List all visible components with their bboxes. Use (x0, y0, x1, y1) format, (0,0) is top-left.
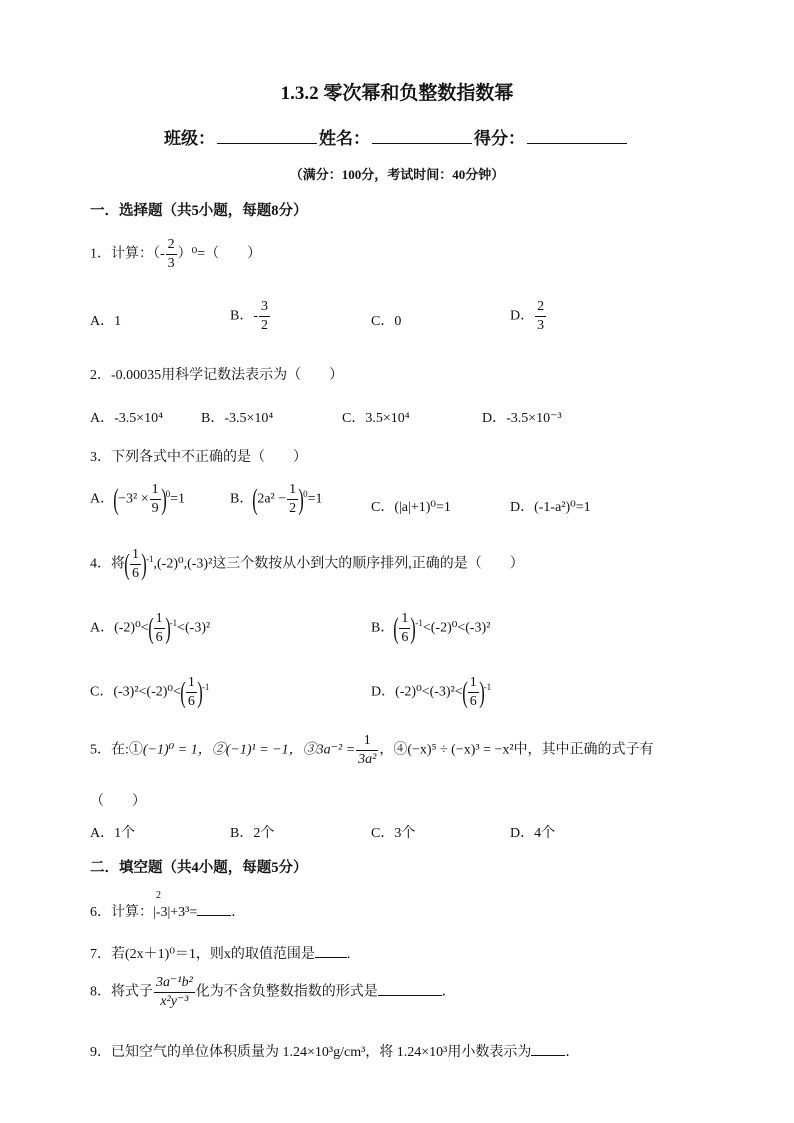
q2-option-d[interactable]: D．-3.5×10⁻³ (482, 411, 562, 426)
q2-option-a[interactable]: A．-3.5×10⁴ (90, 411, 164, 426)
q6-answer-blank[interactable] (197, 903, 231, 916)
class-label: 班级： (164, 129, 215, 148)
exam-note: （满分：100分，考试时间：40分钟） (289, 167, 505, 182)
question-7: 7．若(2x＋1)⁰＝1，则x的取值范围是 . (90, 947, 351, 962)
question-2: 2．-0.00035用科学记数法表示为（ ） (90, 368, 344, 383)
question-5: 5．在:①(−1)⁰ = 1，②(−1)¹ = −1，③3a⁻² = $\frac{1}{\text{3a²}}$ ，④(−x)⁵ ÷ (−x)³ = −x²中，其中正确的式子有 (90, 733, 654, 767)
q3-option-a[interactable]: A．(−3² × $\frac{1}{9}$ )$^0$=1 (90, 482, 186, 516)
question-1 (90, 238, 261, 271)
page-title: 1.3.2 零次幂和负整数指数幂 (280, 83, 514, 104)
question-9: 9．已知空气的单位体积质量为 1.24×10³g/cm³，将 1.24×10³用小数表示为 ． (90, 1045, 580, 1060)
q1-stem-end: ）⁰=（ ） (177, 246, 262, 262)
q3-option-d[interactable]: D．(-1-a²)⁰=1 (510, 500, 591, 515)
q1-option-c[interactable]: C．0 (371, 314, 402, 329)
student-info (164, 124, 629, 149)
class-blank[interactable] (217, 129, 317, 144)
q2-option-c[interactable]: C．3.5×10⁴ (342, 411, 410, 426)
q3-option-c[interactable]: C．(|a|+1)⁰=1 (371, 500, 451, 515)
question-6: 6．计算： 2 |-3|+3³= ． (90, 890, 246, 920)
q1-option-d[interactable]: D． $\frac{2}{3}$ (510, 299, 545, 333)
q1-d-fraction: $\frac{2}{3}$ (537, 299, 545, 333)
q1-b-fraction: $\frac{3}{2}$ (261, 299, 268, 333)
section-choice-heading: 一．选择题（共5小题，每题8分） (90, 203, 308, 219)
q5-option-c[interactable]: C．3个 (371, 826, 416, 841)
q7-answer-blank[interactable] (315, 945, 347, 958)
q4-option-c[interactable]: C．(-3)²<(-2)⁰<( $\frac{1}{6}$ )$^{-1}$ (90, 675, 210, 709)
question-4: 4．将( $\frac{1}{6}$ )$^{-1}$,(-2)⁰,(-3)²这三个数按从小到大的顺序排列,正确的是（ ） (90, 547, 524, 581)
q9-answer-blank[interactable] (531, 1043, 565, 1056)
q1-stem-start: 1．计算：（- (90, 246, 165, 262)
score-label: 得分： (474, 129, 525, 148)
score-blank[interactable] (527, 129, 627, 144)
q4-option-b[interactable]: B．( $\frac{1}{6}$ )$^{-1}$<(-2)⁰<(-3)² (371, 611, 491, 645)
q5-answer-paren: （ ） (90, 794, 146, 809)
question-3: 3．下列各式中不正确的是（ ） (90, 450, 307, 465)
q2-option-b[interactable]: B．-3.5×10⁴ (201, 411, 274, 426)
q1-fraction: $\frac{2}{3}$ (167, 237, 175, 271)
q1-option-b[interactable]: B．- $\frac{3}{2}$ (230, 299, 268, 333)
q3-option-b[interactable]: B．(2a² − $\frac{1}{2}$ )$^0$=1 (230, 482, 323, 516)
q1-option-a[interactable]: A．1 (90, 314, 122, 329)
name-blank[interactable] (372, 129, 472, 144)
q4-option-d[interactable]: D．(-2)⁰<(-3)²<( $\frac{1}{6}$ )$^{-1}$ (371, 675, 492, 709)
q4-option-a[interactable]: A．(-2)⁰<( $\frac{1}{6}$ )$^{-1}$<(-3)² (90, 611, 211, 645)
section-fill-heading: 二．填空题（共4小题，每题5分） (90, 860, 308, 876)
q8-answer-blank[interactable] (378, 983, 442, 996)
question-8: 8．将式子 $\frac{\text{3a⁻¹b²}}{\text{x²y⁻³}}$ 化为不含负整数指数的形式是 ． (90, 975, 456, 1009)
q5-option-d[interactable]: D．4个 (510, 826, 556, 841)
q5-option-b[interactable]: B．2个 (230, 826, 275, 841)
name-label: 姓名： (319, 129, 370, 148)
q5-option-a[interactable]: A．1个 (90, 826, 136, 841)
